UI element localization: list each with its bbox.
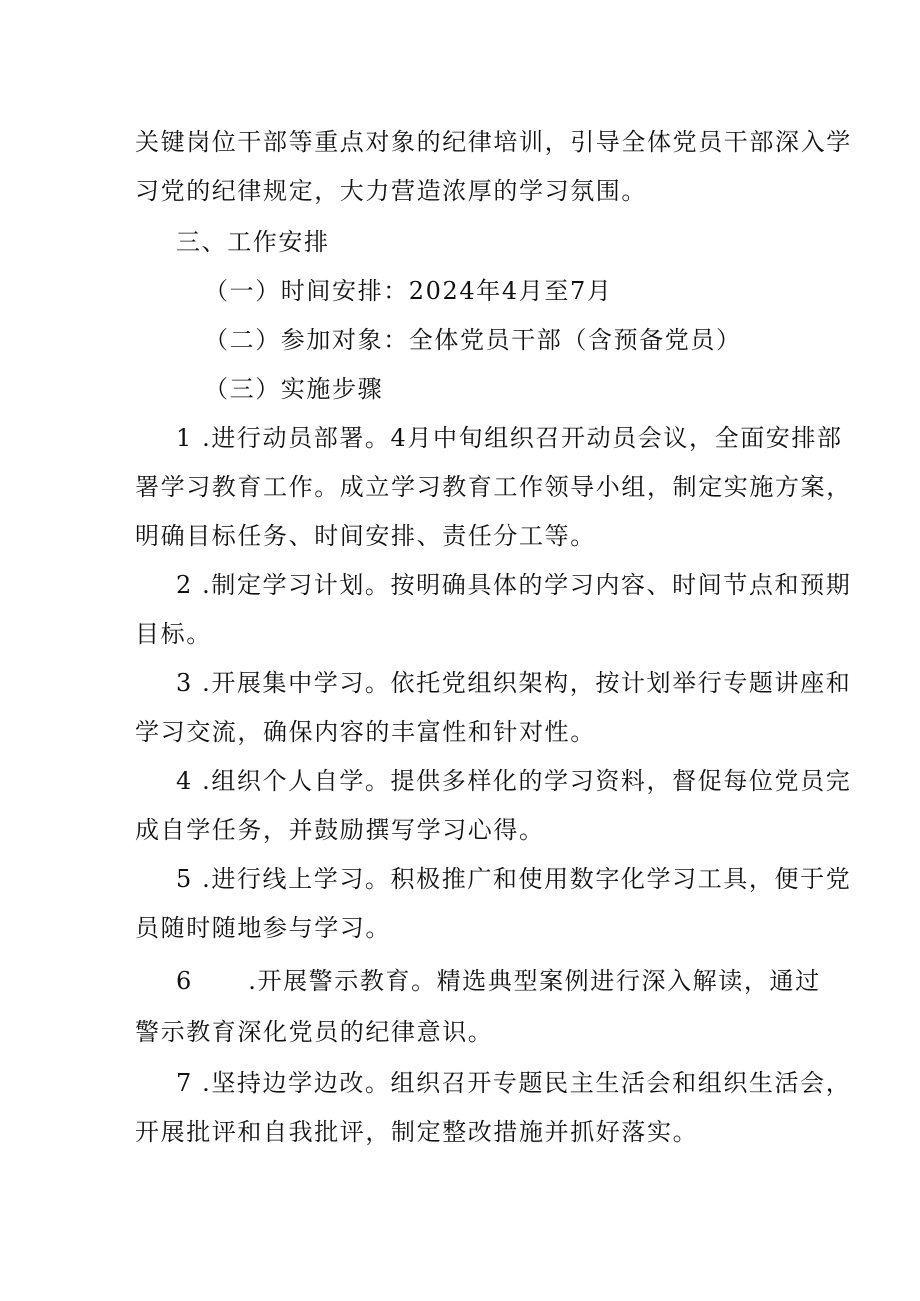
step-item-line: 警示教育深化党员的纪律意识。 [135, 1018, 494, 1046]
step-item-line: 成自学任务，并鼓励撰写学习心得。 [135, 816, 545, 844]
step-item-line: 开展批评和自我批评，制定整改措施并抓好落实。 [135, 1118, 699, 1146]
step-item-line: 7 .坚持边学边改。组织召开专题民主生活会和组织生活会， [176, 1069, 852, 1097]
step-item-line: 5 .进行线上学习。积极推广和使用数字化学习工具，便于党 [176, 865, 852, 893]
step-item-line: 学习交流，确保内容的丰富性和针对性。 [135, 718, 596, 746]
subsection-heading: （二）参加对象：全体党员干部（含预备党员） [204, 326, 742, 354]
step-item-line: 3 .开展集中学习。依托党组织架构，按计划举行专题讲座和 [176, 669, 852, 697]
step-item-line: 1 .进行动员部署。4月中旬组织召开动员会议，全面安排部 [176, 424, 843, 452]
step-item-line: 目标。 [135, 620, 212, 648]
paragraph-line: 习党的纪律规定，大力营造浓厚的学习氛围。 [135, 177, 647, 205]
subsection-heading: （一）时间安排：2024年4月至7月 [204, 277, 613, 305]
paragraph-line: 关键岗位干部等重点对象的纪律培训，引导全体党员干部深入学 [135, 128, 852, 156]
step-item-line: 4 .组织个人自学。提供多样化的学习资料，督促每位党员完 [176, 767, 852, 795]
step-item-line: 明确目标任务、时间安排、责任分工等。 [135, 522, 596, 550]
subsection-heading: （三）实施步骤 [204, 375, 384, 403]
section-heading: 三、工作安排 [176, 228, 330, 256]
step-item-line: 署学习教育工作。成立学习教育工作领导小组，制定实施方案， [135, 473, 852, 501]
step-item-line: 2 .制定学习计划。按明确具体的学习内容、时间节点和预期 [176, 571, 852, 599]
step-item-line: 员随时随地参与学习。 [135, 914, 391, 942]
step-item-line: 6 .开展警示教育。精选典型案例进行深入解读，通过 [176, 967, 821, 995]
